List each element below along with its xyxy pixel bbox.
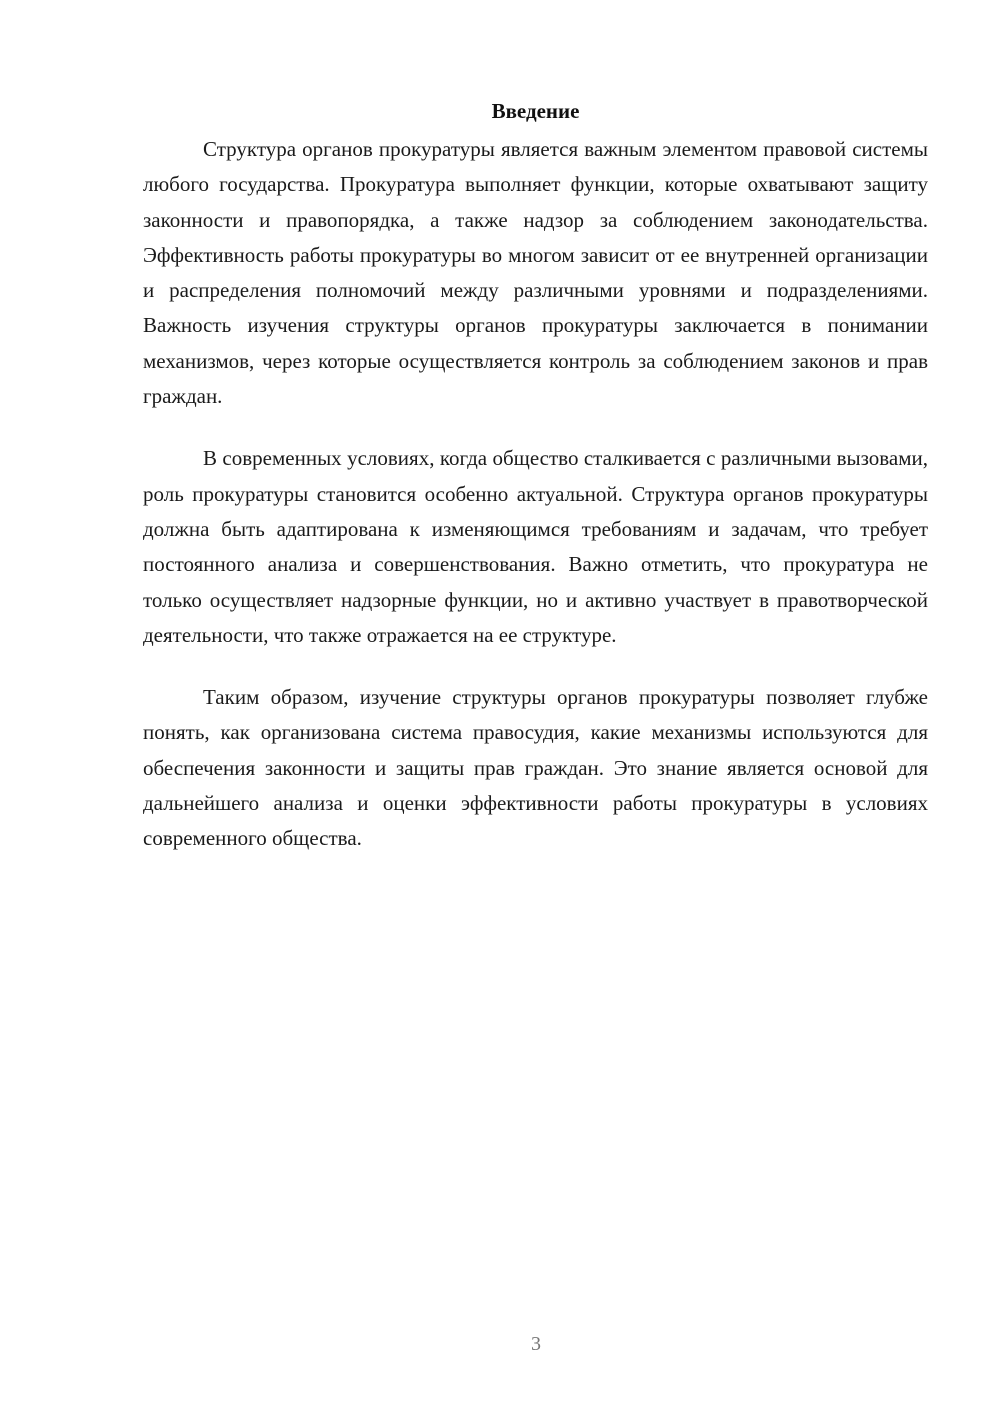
section-heading: Введение (491, 99, 580, 123)
page-content (143, 96, 928, 884)
paragraph-2: В современных условиях, когда общество сталкивается с различными вызовами, роль прокуратуры становится особенно актуальной. Структура органов прокуратуры должна быть адаптирована к изменяющимся требованиям и задачам, что требует постоянного анализа и совершенствования. Важно отметить, что прокуратура не только осуществляет надзорные функции, но и активно участвует в правотворческой деятельности, что также отражается на ее структуре. (143, 446, 928, 647)
paragraph-1: Структура органов прокуратуры является важным элементом правовой системы любого государства. Прокуратура выполняет функции, которые охватывают защиту законности и правопорядка, а также надзор за соблюдением законодательства. Эффективность работы прокуратуры во многом зависит от ее внутренней организации и распределения полномочий между различными уровнями и подразделениями. Важность изучения структуры органов прокуратуры заключается в понимании механизмов, через которые осуществляется контроль за соблюдением законов и прав граждан. (143, 137, 928, 409)
paragraph-3: Таким образом, изучение структуры органов прокуратуры позволяет глубже понять, как организована система правосудия, какие механизмы используются для обеспечения законности и защиты прав граждан. Это знание является основой для дальнейшего анализа и оценки эффективности работы прокуратуры в условиях современного общества. (143, 685, 928, 851)
page-number: 3 (531, 1333, 541, 1355)
